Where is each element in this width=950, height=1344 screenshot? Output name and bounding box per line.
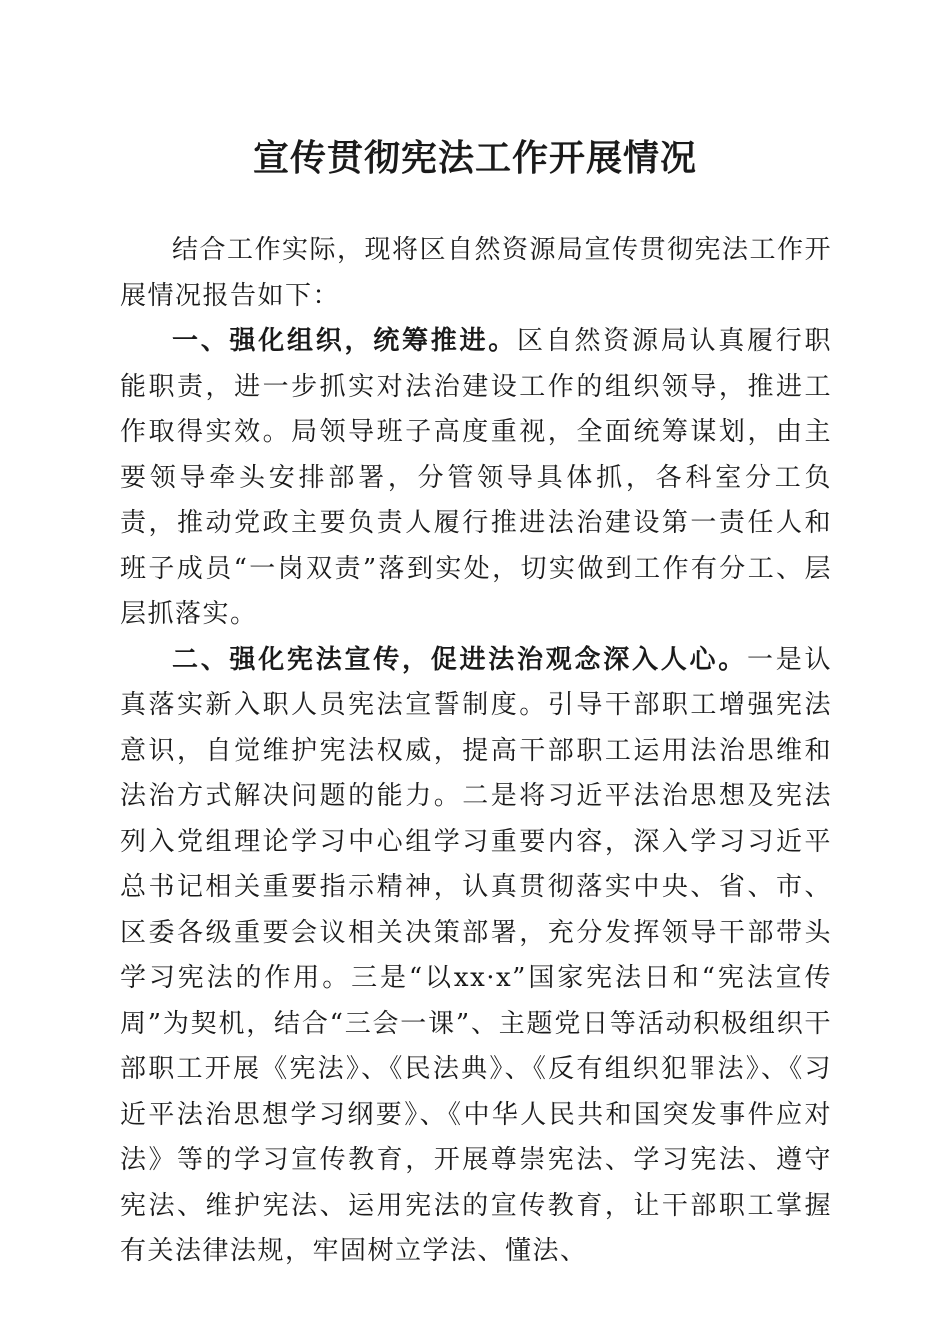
intro-paragraph: 结合工作实际，现将区自然资源局宣传贯彻宪法工作开展情况报告如下： [120, 235, 833, 311]
section-paragraph-2 [120, 638, 832, 1275]
section-heading-2: 二、强化宪法宣传，促进法治观念深入人心。 [172, 644, 747, 675]
section-text-1: 区自然资源局认真履行职能职责，进一步抓实对法治建设工作的组织领导，推进工作取得实效。局领导班子高度重视，全面统筹谋划，由主要领导牵头安排部署，分管领导具体抓，各科室分工负责，推动党政主要负责人履行推进法治建设第一责任人和班子成员“一岗双责”落到实处，切实做到工作有分工、层层抓落实。 [120, 326, 832, 629]
document-title: 宣传贯彻宪法工作开展情况 [252, 137, 697, 179]
section-heading-1: 一、强化组织，统筹推进。 [172, 326, 517, 356]
section-paragraph-1 [120, 319, 832, 638]
document-body [120, 228, 832, 1275]
section-text-2: 一是认真落实新入职人员宪法宣誓制度。引导干部职工增强宪法意识，自觉维护宪法权威，提高干部职工运用法治思维和法治方式解决问题的能力。二是将习近平法治思想及宪法列入党组理论学习中心组学习重要内容，深入学习习近平总书记相关重要指示精神，认真贯彻落实中央、省、市、区委各级重要会议相关决策部署，充分发挥领导干部带头学习宪法的作用。三是“以xx·x”国家宪法日和“宪法宣传周”为契机，结合“三会一课”、主题党日等活动积极组织干部职工开展《宪法》、《民法典》、《反有组织犯罪法》、《习近平法治思想学习纲要》、《中华人民共和国突发事件应对法》等的学习宣传教育，开展尊崇宪法、学习宪法、遵守宪法、维护宪法、运用宪法的宣传教育，让干部职工掌握有关法律法规，牢固树立学法、懂法、 [120, 644, 832, 1266]
